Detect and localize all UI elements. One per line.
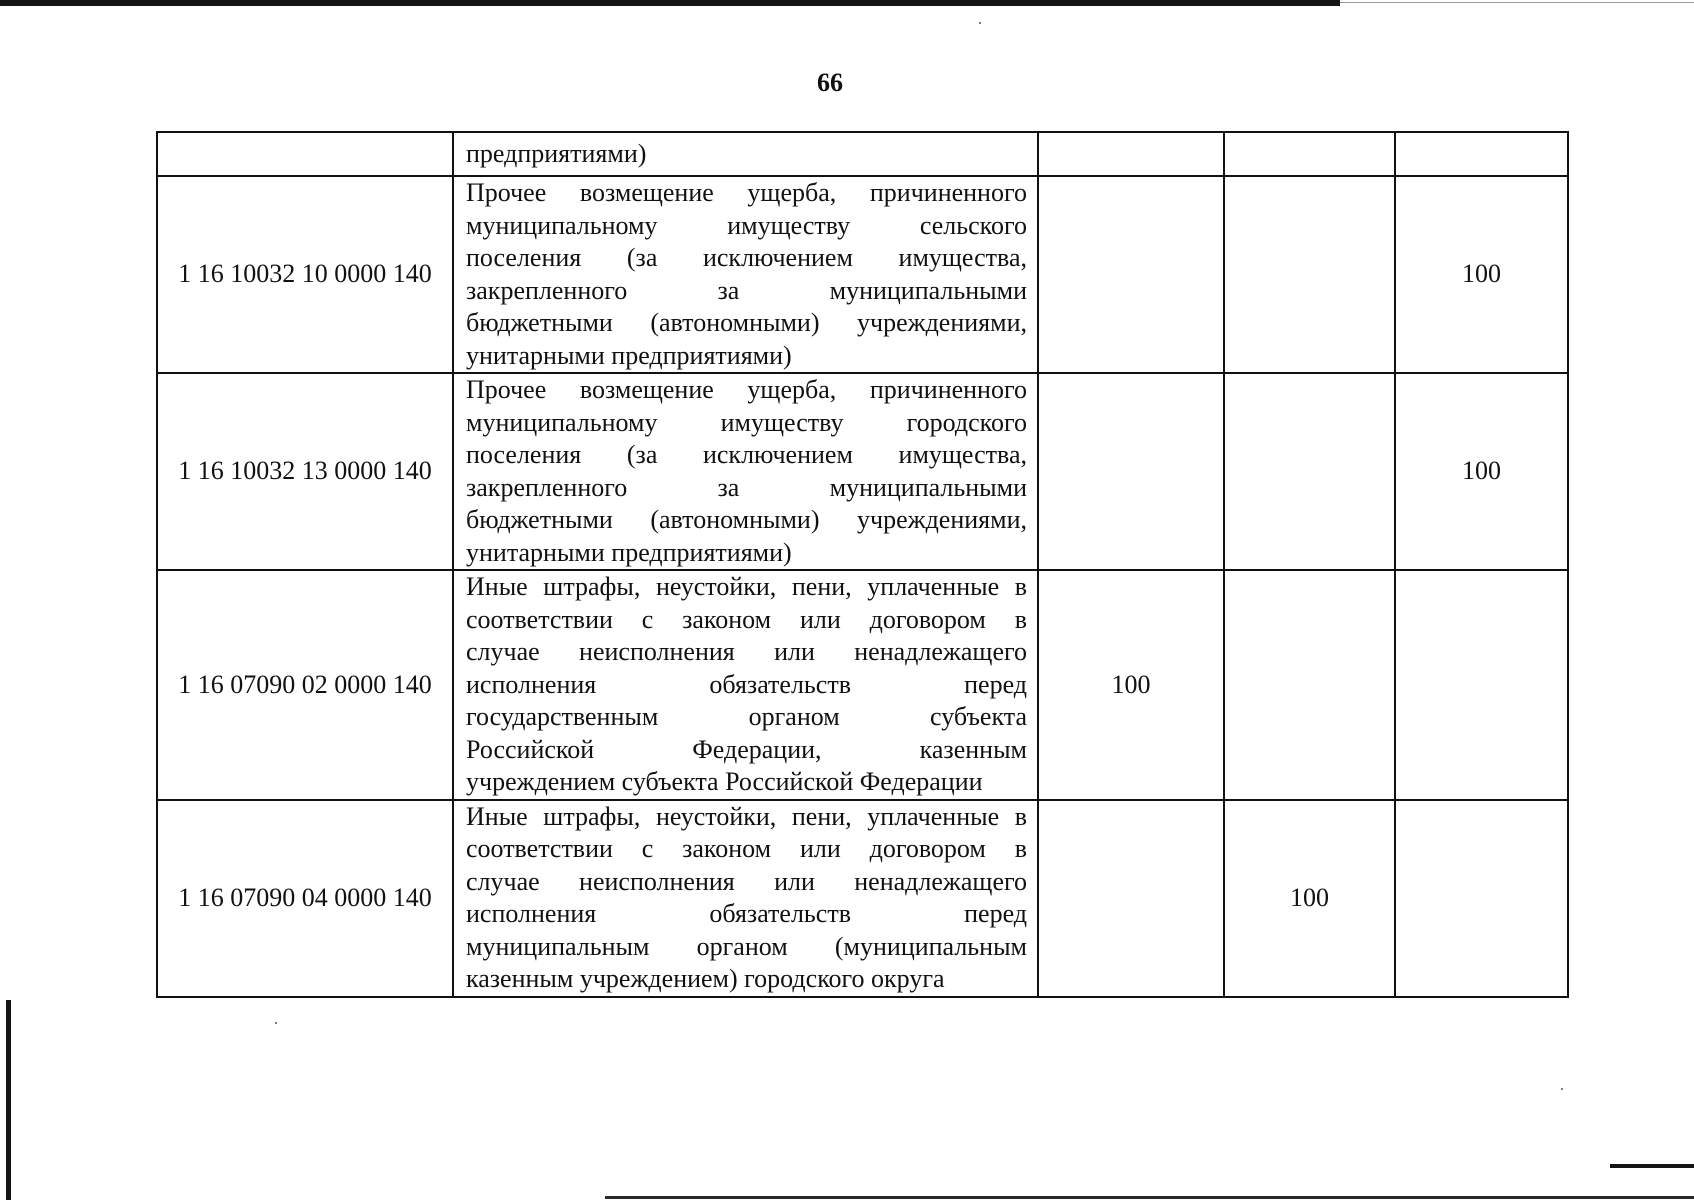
description-cell (453, 800, 1038, 997)
description-line: муниципальным органом (муниципальным (466, 931, 1027, 961)
scan-edge-bottom (605, 1196, 1694, 1199)
description-line: закрепленного за муниципальными (466, 275, 1027, 305)
value-cell-col5: 100 (1395, 373, 1568, 570)
value-cell-col3 (1038, 373, 1224, 570)
description-line: соответствии с законом или договором в (466, 604, 1027, 634)
value-cell-col5 (1395, 132, 1568, 176)
description-line: учреждением субъекта Российской Федерации (466, 767, 983, 796)
value-cell-col3 (1038, 800, 1224, 997)
description-line: поселения (за исключением имущества, (466, 440, 1027, 469)
code-cell: 1 16 10032 13 0000 140 (157, 373, 453, 570)
table-row (157, 373, 1568, 570)
value-cell-col4: 100 (1224, 800, 1395, 997)
revenue-codes-table (156, 131, 1569, 998)
description-line: унитарными предприятиями) (466, 340, 792, 370)
scan-speck (275, 1022, 277, 1024)
description-line: случае неисполнения или ненадлежащего (466, 866, 1027, 896)
description-line: муниципальному имуществу сельского (466, 210, 1027, 240)
code-cell: 1 16 07090 04 0000 140 (157, 800, 453, 997)
description-line: казенным учреждением) городского округа (466, 964, 945, 993)
scan-speck (979, 22, 981, 24)
table-row (157, 570, 1568, 800)
code-cell: 1 16 10032 10 0000 140 (157, 176, 453, 373)
scan-edge-left (6, 1000, 11, 1200)
description-cell (453, 570, 1038, 800)
table-row (157, 132, 1568, 176)
value-cell-col3 (1038, 132, 1224, 176)
description-line: закрепленного за муниципальными (466, 472, 1027, 502)
value-cell-col5 (1395, 570, 1568, 800)
scan-edge-top-thin (1340, 2, 1694, 3)
description-cell (453, 132, 1038, 176)
description-line: бюджетными (автономными) учреждениями, (466, 308, 1027, 337)
description-line: государственным органом субъекта (466, 702, 1027, 731)
description-line: унитарными предприятиями) (466, 537, 792, 567)
value-cell-col3 (1038, 176, 1224, 373)
value-cell-col4 (1224, 176, 1395, 373)
description-cell (453, 176, 1038, 373)
scan-edge-top (0, 0, 1340, 6)
description-line: поселения (за исключением имущества, (466, 243, 1027, 272)
value-cell-col4 (1224, 132, 1395, 176)
value-cell-col3: 100 (1038, 570, 1224, 800)
description-line: Иные штрафы, неустойки, пени, уплаченные в (466, 572, 1027, 601)
description-line: Иные штрафы, неустойки, пени, уплаченные в (466, 801, 1027, 831)
description-line: бюджетными (автономными) учреждениями, (466, 505, 1027, 534)
description-line: исполнения обязательств перед (466, 899, 1027, 928)
code-cell: 1 16 07090 02 0000 140 (157, 570, 453, 800)
value-cell-col4 (1224, 373, 1395, 570)
table-row (157, 176, 1568, 373)
description-line: исполнения обязательств перед (466, 669, 1027, 699)
description-line: Прочее возмещение ущерба, причиненного (466, 178, 1027, 207)
description-line: муниципальному имуществу городского (466, 407, 1027, 437)
description-line: случае неисполнения или ненадлежащего (466, 637, 1027, 666)
description-line: соответствии с законом или договором в (466, 834, 1027, 863)
description-line: Прочее возмещение ущерба, причиненного (466, 375, 1027, 404)
value-cell-col5 (1395, 800, 1568, 997)
description-line: Российской Федерации, казенным (466, 734, 1027, 764)
scan-edge-bottom-right (1610, 1164, 1694, 1168)
value-cell-col4 (1224, 570, 1395, 800)
scan-speck (1561, 1088, 1563, 1090)
code-cell (157, 132, 453, 176)
page-number: 66 (817, 68, 843, 97)
table-row (157, 800, 1568, 997)
description-cell (453, 373, 1038, 570)
value-cell-col5: 100 (1395, 176, 1568, 373)
description-line: предприятиями) (466, 138, 647, 168)
